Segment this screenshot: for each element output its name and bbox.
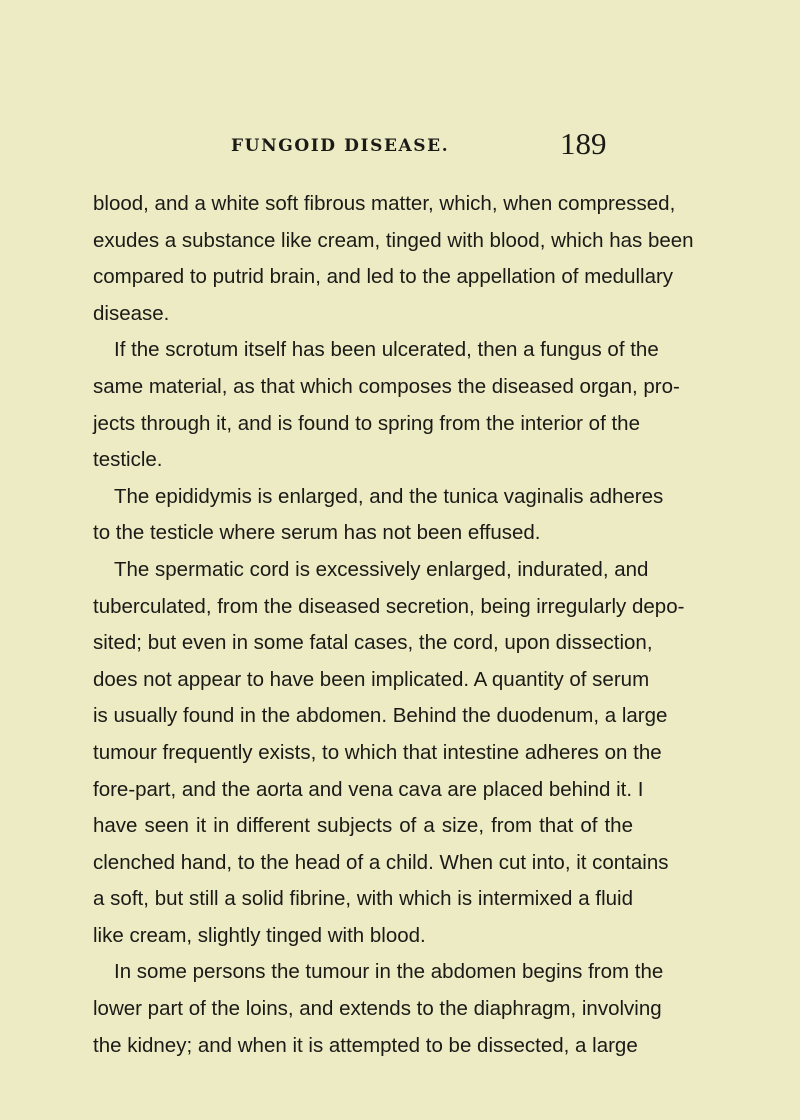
running-head [0, 126, 800, 166]
text-line: same material, as that which composes the diseased organ, pro- [93, 374, 680, 398]
text-line: a soft, but still a solid fibrine, with which is intermixed a fluid [93, 887, 633, 911]
text-line: jects through it, and is found to spring from the interior of the [93, 411, 640, 435]
running-title: FUNGOID DISEASE. [231, 136, 450, 156]
text-line: have seen it in different subjects of a size, from that of the [93, 814, 633, 838]
text-line: If the scrotum itself has been ulcerated, then a fungus of the [114, 338, 659, 362]
body-text [93, 186, 694, 1064]
text-line: clenched hand, to the head of a child. When cut into, it contains [93, 850, 669, 874]
text-line: In some persons the tumour in the abdomen begins from the [114, 960, 664, 984]
text-line: to the testicle where serum has not been effused. [93, 521, 541, 545]
text-line: is usually found in the abdomen. Behind the duodenum, a large [93, 704, 668, 728]
text-line: compared to putrid brain, and led to the appellation of medullary [93, 265, 674, 289]
page-number: 189 [560, 126, 607, 161]
text-line: The spermatic cord is excessively enlarged, indurated, and [114, 557, 649, 581]
text-line: exudes a substance like cream, tinged with blood, which has been [93, 228, 694, 252]
text-line: disease. [93, 301, 170, 325]
text-line: testicle. [93, 448, 163, 472]
text-line: The epididymis is enlarged, and the tunica vaginalis adheres [114, 484, 664, 508]
text-line: tuberculated, from the diseased secretion, being irregularly depo- [93, 594, 685, 618]
text-line: fore-part, and the aorta and vena cava are placed behind it. I [93, 777, 644, 801]
text-line: blood, and a white soft fibrous matter, which, when compressed, [93, 192, 676, 215]
text-line: the kidney; and when it is attempted to be dissected, a large [93, 1033, 638, 1057]
text-line: like cream, slightly tinged with blood. [93, 923, 426, 947]
text-line: sited; but even in some fatal cases, the cord, upon dissection, [93, 631, 653, 655]
text-line: tumour frequently exists, to which that intestine adheres on the [93, 740, 662, 764]
text-line: lower part of the loins, and extends to the diaphragm, involving [93, 997, 662, 1021]
text-line: does not appear to have been implicated. A quantity of serum [93, 667, 650, 691]
